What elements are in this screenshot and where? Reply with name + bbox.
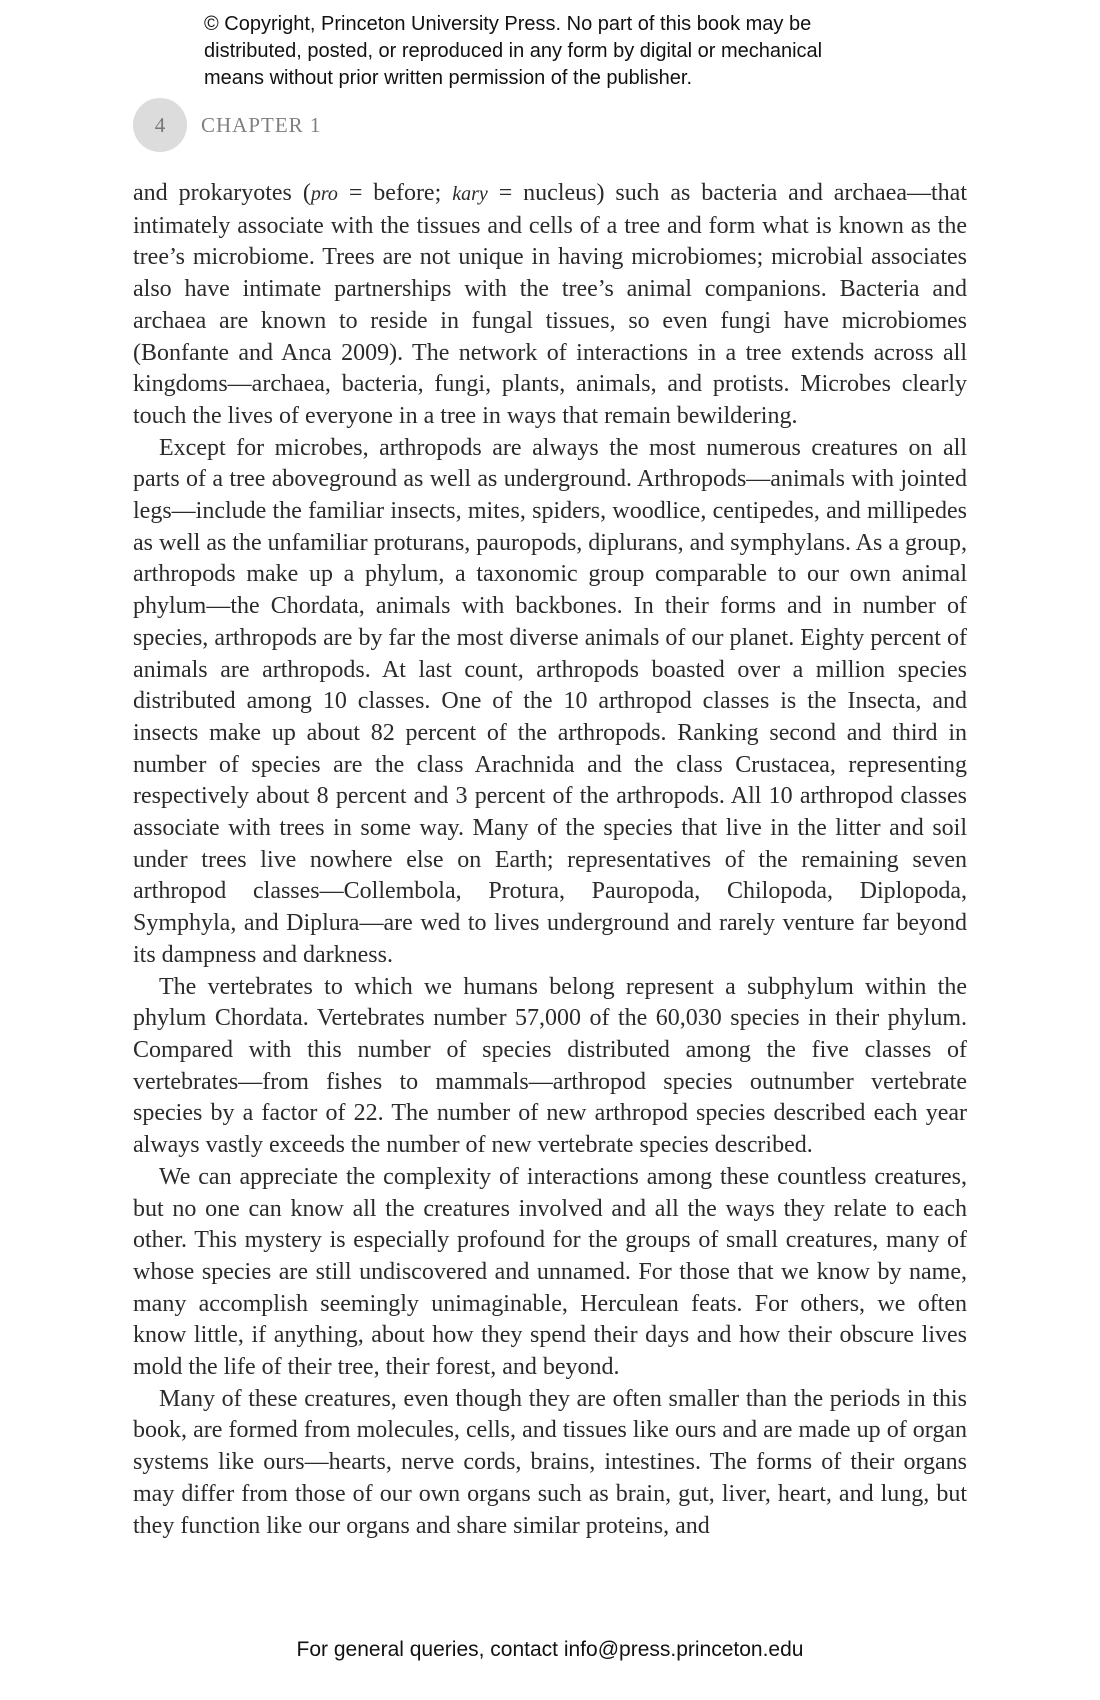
paragraph-1 xyxy=(133,178,967,433)
paragraph-5: Many of these creatures, even though they are often smaller than the periods in this book, are formed from molecules, cells, and tissues like ours and are made up of organ systems like ours—hearts, nerve cords, brains, intestines. The forms of their organs may differ from those of our own organs such as brain, gut, liver, heart, and lung, but they function like our organs and share similar proteins, and xyxy=(133,1385,967,1539)
term-pro: pro xyxy=(310,183,338,205)
copyright-line-1: © Copyright, Princeton University Press. No part of this book may be xyxy=(204,13,812,35)
paragraph-1-part-c: = nucleus) such as bacteria and archaea—that intimately associate with the tissues and cells of a tree and form what is known as the tree’s microbiome. Trees are not unique in having microbiomes; microbial associates also have intimate partnerships with the tree’s animal companions. Bacteria and archaea are known to reside in fungal tissues, so even fungi have microbiomes (Bonfante and Anca 2009). The network of interactions in a tree extends across all kingdoms—archaea, bacteria, fungi, plants, animals, and protists. Microbes clearly touch the lives of everyone in a tree in ways that remain bewildering. xyxy=(133,180,967,429)
paragraph-1-part-a: and prokaryotes ( xyxy=(133,180,311,206)
paragraph-1-part-b: = before; xyxy=(337,180,453,206)
running-header xyxy=(133,98,321,152)
footer-contact: For general queries, contact info@press.princeton.edu xyxy=(296,1638,804,1661)
term-kary: kary xyxy=(452,183,488,205)
paragraph-2: Except for microbes, arthropods are always the most numerous creatures on all parts of a tree aboveground as well as underground. Arthropods—animals with jointed legs—include the familiar insects, mites, spiders, woodlice, centipedes, and millipedes as well as the unfamiliar proturans, pauropods, diplurans, and symphylans. As a group, arthropods make up a phylum, a taxonomic group comparable to our own animal phylum—the Chordata, animals with backbones. In their forms and in number of species, arthropods are by far the most diverse animals of our planet. Eighty percent of animals are arthropods. At last count, arthropods boasted over a million species distributed among 10 classes. One of the 10 arthropod classes is the Insecta, and insects make up about 82 percent of the arthropods. Ranking second and third in number of species are the class Arachnida and the class Crustacea, representing respectively about 8 percent and 3 percent of the arthropods. All 10 arthropod classes associate with trees in some way. Many of the species that live in the litter and soil under trees live nowhere else on Earth; representatives of the remaining seven arthropod classes—Collembola, Protura, Pauropoda, Chilopoda, Diplopoda, Symphyla, and Diplura—are wed to lives underground and rarely venture far beyond its dampness and darkness. xyxy=(133,434,967,968)
copyright-line-3: means without prior written permission of the publisher. xyxy=(204,67,693,89)
body-text xyxy=(133,178,967,1542)
paragraph-3: The vertebrates to which we humans belong represent a subphylum within the phylum Chordata. Vertebrates number 57,000 of the 60,030 species in their phylum. Compared with this number of species distributed among the five classes of vertebrates—from fishes to mammals—arthropod species outnumber vertebrate species by a factor of 22. The number of new arthropod species described each year always vastly exceeds the number of new vertebrate species described. xyxy=(133,973,967,1159)
copyright-line-2: distributed, posted, or reproduced in any form by digital or mechanical xyxy=(204,40,823,62)
paragraph-4: We can appreciate the complexity of interactions among these countless creatures, but no one can know all the creatures involved and all the ways they relate to each other. This mystery is especially profound for the groups of small creatures, many of whose species are still undiscovered and unnamed. For those that we know by name, many accomplish seemingly unimaginable, Herculean feats. For others, we often know little, if anything, about how they spend their days and how their obscure lives mold the life of their tree, their forest, and beyond. xyxy=(133,1163,967,1381)
chapter-label: CHAPTER 1 xyxy=(201,112,322,137)
page-number: 4 xyxy=(133,98,187,152)
copyright-notice xyxy=(204,11,904,92)
